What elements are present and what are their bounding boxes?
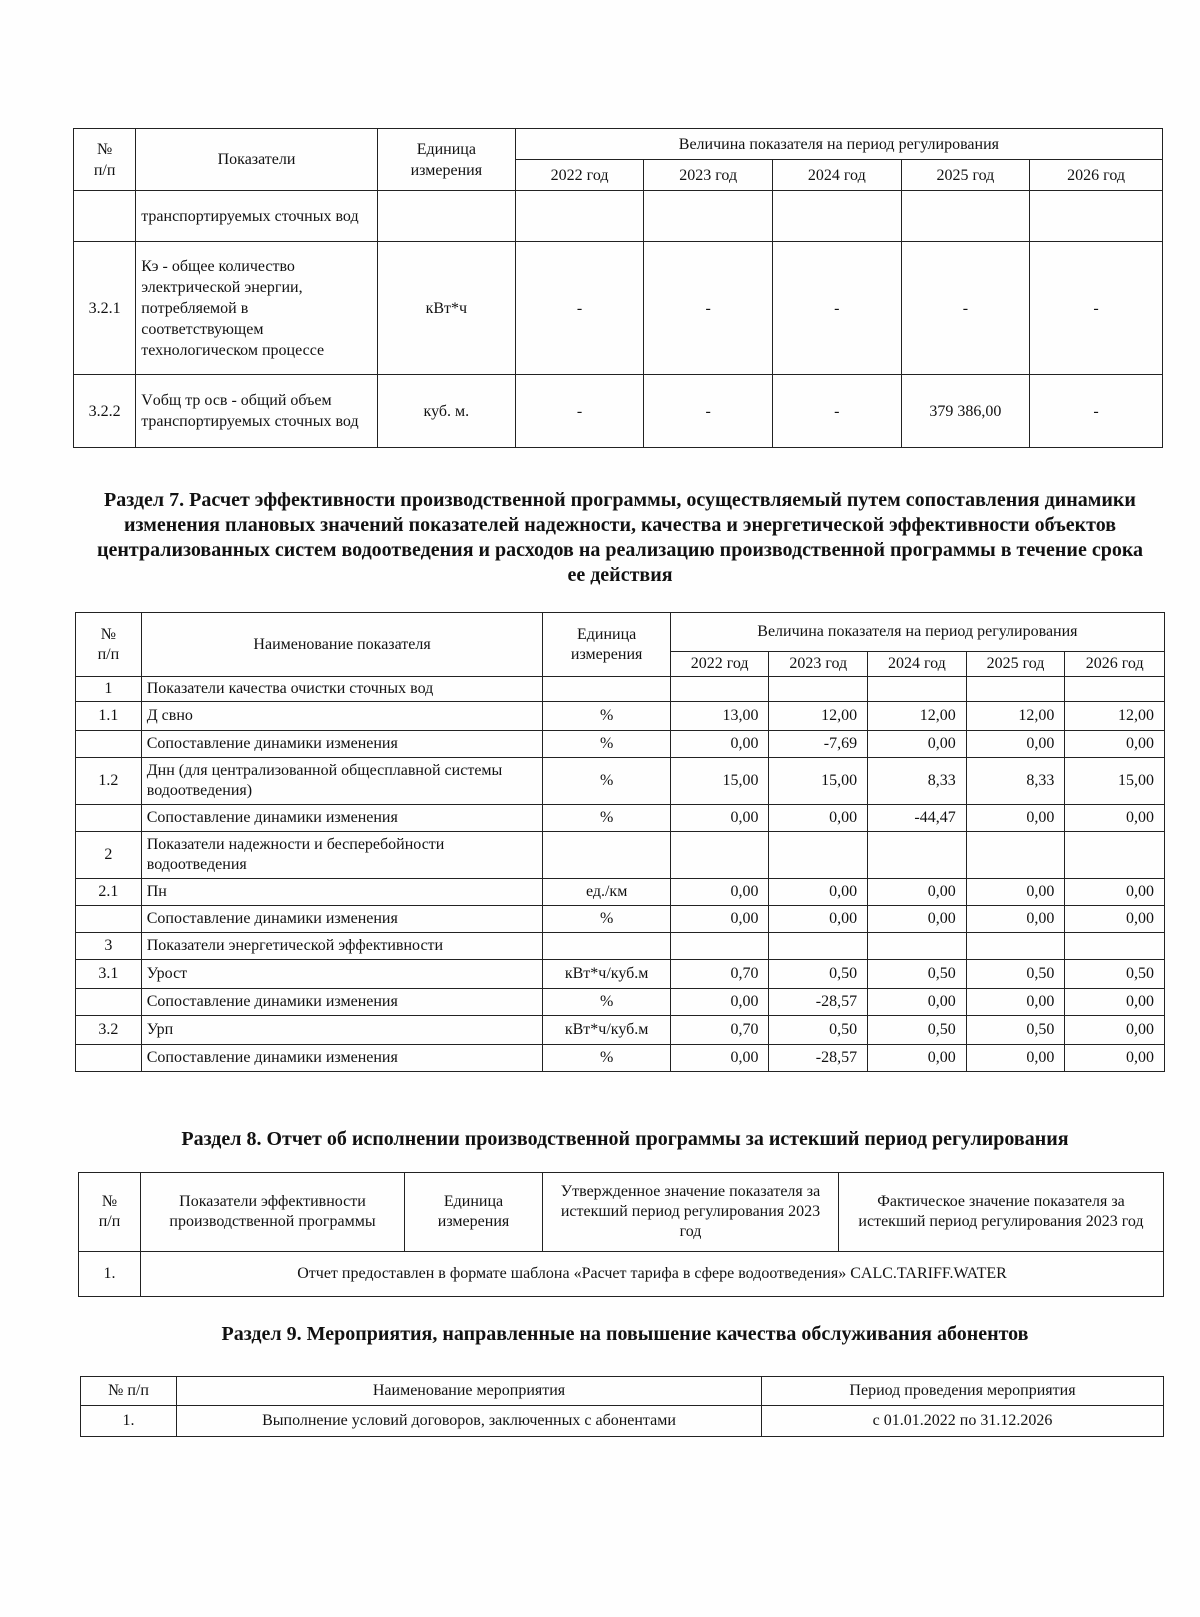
row-value: 0,50 [868,960,967,989]
row-num: 3 [76,933,142,960]
header-unit: Единица измерения [405,1173,543,1252]
row-value: -44,47 [868,805,967,832]
row-value: 0,00 [1065,879,1165,906]
row-value: 0,50 [1065,960,1165,989]
row-name: Сопоставление динамики изменения [141,989,543,1016]
header-year: 2025 год [966,652,1065,677]
row-num: 3.2.2 [74,375,136,448]
row-value: 0,00 [1065,1045,1165,1072]
row-name: Кэ - общее количество электрической энергии, потребляемой в соответствующем технологическом процессе [136,242,378,375]
row-value [1065,933,1165,960]
row-unit: куб. м. [377,375,515,448]
row-num: 1 [76,677,142,702]
row-value: 0,00 [868,1045,967,1072]
row-value [1065,677,1165,702]
row-num: 1.2 [76,758,142,805]
table-row [76,731,1165,758]
row-value: 0,00 [966,989,1065,1016]
row-value: 0,00 [868,906,967,933]
section-7-heading: Раздел 7. Расчет эффективности производственной программы, осуществляемый путем сопоставления динамики изменения плановых значений показателей надежности, качества и энергетической эффективности объектов централизованных систем водоотведения и расходов на реализацию производственной программы в течение срока ее действия [96,489,1144,586]
row-name: Сопоставление динамики изменения [141,1045,543,1072]
row-num: 3.2 [76,1016,142,1045]
row-value: - [1030,242,1163,375]
row-value: 0,00 [1065,1016,1165,1045]
header-indicators: Показатели [136,129,378,191]
table-row [76,832,1165,879]
efficiency-table [75,612,1165,1072]
row-value: 0,70 [670,960,769,989]
row-value: 12,00 [1065,702,1165,731]
row-num [74,191,136,242]
row-value: 12,00 [966,702,1065,731]
row-name: Vобщ тр осв - общий объем транспортируемых сточных вод [136,375,378,448]
table-row [76,702,1165,731]
row-value: 0,00 [769,906,868,933]
header-unit: Единица измерения [543,613,670,677]
row-value: 15,00 [769,758,868,805]
table-row [74,242,1163,375]
row-value [868,677,967,702]
row-unit: ед./км [543,879,670,906]
table-row [76,933,1165,960]
row-num: 1.1 [76,702,142,731]
row-value: - [515,242,644,375]
table-row [74,375,1163,448]
row-value: - [644,375,773,448]
row-unit [377,191,515,242]
table-row [76,677,1165,702]
row-unit: кВт*ч [377,242,515,375]
row-value: 0,50 [966,960,1065,989]
row-value: -28,57 [769,989,868,1016]
header-num: № п/п [81,1377,177,1406]
row-name: Урп [141,1016,543,1045]
row-value [966,677,1065,702]
row-value: -7,69 [769,731,868,758]
measures-table [80,1376,1164,1437]
row-value [772,191,901,242]
row-unit: кВт*ч/куб.м [543,960,670,989]
row-num [76,805,142,832]
row-value: - [772,242,901,375]
row-num: 2 [76,832,142,879]
report-note: Отчет предоставлен в формате шаблона «Расчет тарифа в сфере водоотведения» CALC.TARIFF.WATER [141,1252,1164,1297]
row-value: 0,70 [670,1016,769,1045]
table-row [76,960,1165,989]
header-period: Величина показателя на период регулирования [515,129,1162,160]
row-num: 1. [81,1406,177,1437]
row-value: 0,00 [966,879,1065,906]
row-value [1065,832,1165,879]
row-value: 15,00 [670,758,769,805]
row-name: Показатели качества очистки сточных вод [141,677,543,702]
row-name: Пн [141,879,543,906]
row-num: 2.1 [76,879,142,906]
row-value: 0,00 [670,1045,769,1072]
row-value: 0,00 [670,731,769,758]
row-value: - [644,242,773,375]
indicators-table-continued [73,128,1163,448]
section-8-heading: Раздел 8. Отчет об исполнении производственной программы за истекший период регулирования [181,1128,1069,1150]
row-value: 0,50 [769,1016,868,1045]
row-value [670,677,769,702]
row-value: 15,00 [1065,758,1165,805]
header-year: 2024 год [868,652,967,677]
row-value: - [1030,375,1163,448]
table-row [76,1016,1165,1045]
row-value: 0,00 [966,906,1065,933]
row-value: 0,00 [1065,731,1165,758]
row-unit [543,933,670,960]
row-value: 8,33 [966,758,1065,805]
row-value: 0,00 [966,1045,1065,1072]
row-name: Урост [141,960,543,989]
row-num: 1. [79,1252,141,1297]
row-value [769,933,868,960]
row-name: Сопоставление динамики изменения [141,805,543,832]
row-unit [543,677,670,702]
section-9-heading: Раздел 9. Мероприятия, направленные на повышение качества обслуживания абонентов [221,1323,1029,1345]
row-value: 8,33 [868,758,967,805]
row-unit: % [543,1045,670,1072]
row-num [76,1045,142,1072]
row-num: 3.1 [76,960,142,989]
row-value: - [772,375,901,448]
row-value: 12,00 [868,702,967,731]
row-name: Д свно [141,702,543,731]
row-value [966,933,1065,960]
row-name: Днн (для централизованной общесплавной системы водоотведения) [141,758,543,805]
header-actual: Фактическое значение показателя за истекший период регулирования 2023 год [839,1173,1164,1252]
row-unit: % [543,906,670,933]
row-value: 0,00 [868,879,967,906]
header-period: Величина показателя на период регулирования [670,613,1164,652]
row-value: 0,50 [769,960,868,989]
row-unit: % [543,758,670,805]
row-value: 0,00 [966,731,1065,758]
row-value: -28,57 [769,1045,868,1072]
header-num: № п/п [74,129,136,191]
row-value [644,191,773,242]
header-year: 2026 год [1065,652,1165,677]
report-table [78,1172,1164,1297]
row-value [868,933,967,960]
row-value: 0,50 [868,1016,967,1045]
header-year: 2026 год [1030,160,1163,191]
row-name: Показатели энергетической эффективности [141,933,543,960]
header-approved: Утвержденное значение показателя за истекший период регулирования 2023 год [543,1173,839,1252]
row-value [901,191,1030,242]
row-value: 0,00 [670,805,769,832]
row-name: транспортируемых сточных вод [136,191,378,242]
table-row [76,906,1165,933]
row-num [76,989,142,1016]
row-value: 0,00 [1065,906,1165,933]
row-unit: % [543,989,670,1016]
row-unit [543,832,670,879]
header-period: Период проведения мероприятия [762,1377,1164,1406]
row-value: 0,00 [1065,989,1165,1016]
table-row [76,1045,1165,1072]
row-value [769,677,868,702]
header-num: № п/п [79,1173,141,1252]
row-value [868,832,967,879]
row-value [769,832,868,879]
measure-name: Выполнение условий договоров, заключенных с абонентами [177,1406,762,1437]
row-value: 0,00 [868,989,967,1016]
row-unit: % [543,805,670,832]
row-value: 12,00 [769,702,868,731]
table-row [76,758,1165,805]
row-value: 0,00 [670,906,769,933]
row-name: Сопоставление динамики изменения [141,906,543,933]
row-value: 0,00 [670,879,769,906]
row-unit: % [543,702,670,731]
header-year: 2023 год [644,160,773,191]
header-year: 2025 год [901,160,1030,191]
row-num [76,731,142,758]
row-value: 0,00 [1065,805,1165,832]
row-value: 0,00 [769,805,868,832]
row-name: Сопоставление динамики изменения [141,731,543,758]
row-value: 13,00 [670,702,769,731]
header-year: 2022 год [670,652,769,677]
table-row [76,879,1165,906]
row-unit: кВт*ч/куб.м [543,1016,670,1045]
header-year: 2022 год [515,160,644,191]
row-unit: % [543,731,670,758]
row-value: - [901,242,1030,375]
row-value: - [515,375,644,448]
header-year: 2024 год [772,160,901,191]
row-value [670,832,769,879]
table-row [76,989,1165,1016]
row-value: 0,00 [670,989,769,1016]
row-value [515,191,644,242]
header-indicators: Показатели эффективности производственной программы [141,1173,405,1252]
row-value: 0,00 [966,805,1065,832]
row-num: 3.2.1 [74,242,136,375]
row-num [76,906,142,933]
header-year: 2023 год [769,652,868,677]
header-num: № п/п [76,613,142,677]
row-value: 0,50 [966,1016,1065,1045]
row-name: Показатели надежности и бесперебойности водоотведения [141,832,543,879]
table-row [74,191,1163,242]
row-value [1030,191,1163,242]
row-value: 0,00 [868,731,967,758]
measure-period: с 01.01.2022 по 31.12.2026 [762,1406,1164,1437]
header-name: Наименование мероприятия [177,1377,762,1406]
header-unit: Единица измерения [377,129,515,191]
header-name: Наименование показателя [141,613,543,677]
table-row [76,805,1165,832]
row-value: 379 386,00 [901,375,1030,448]
row-value [670,933,769,960]
row-value [966,832,1065,879]
row-value: 0,00 [769,879,868,906]
